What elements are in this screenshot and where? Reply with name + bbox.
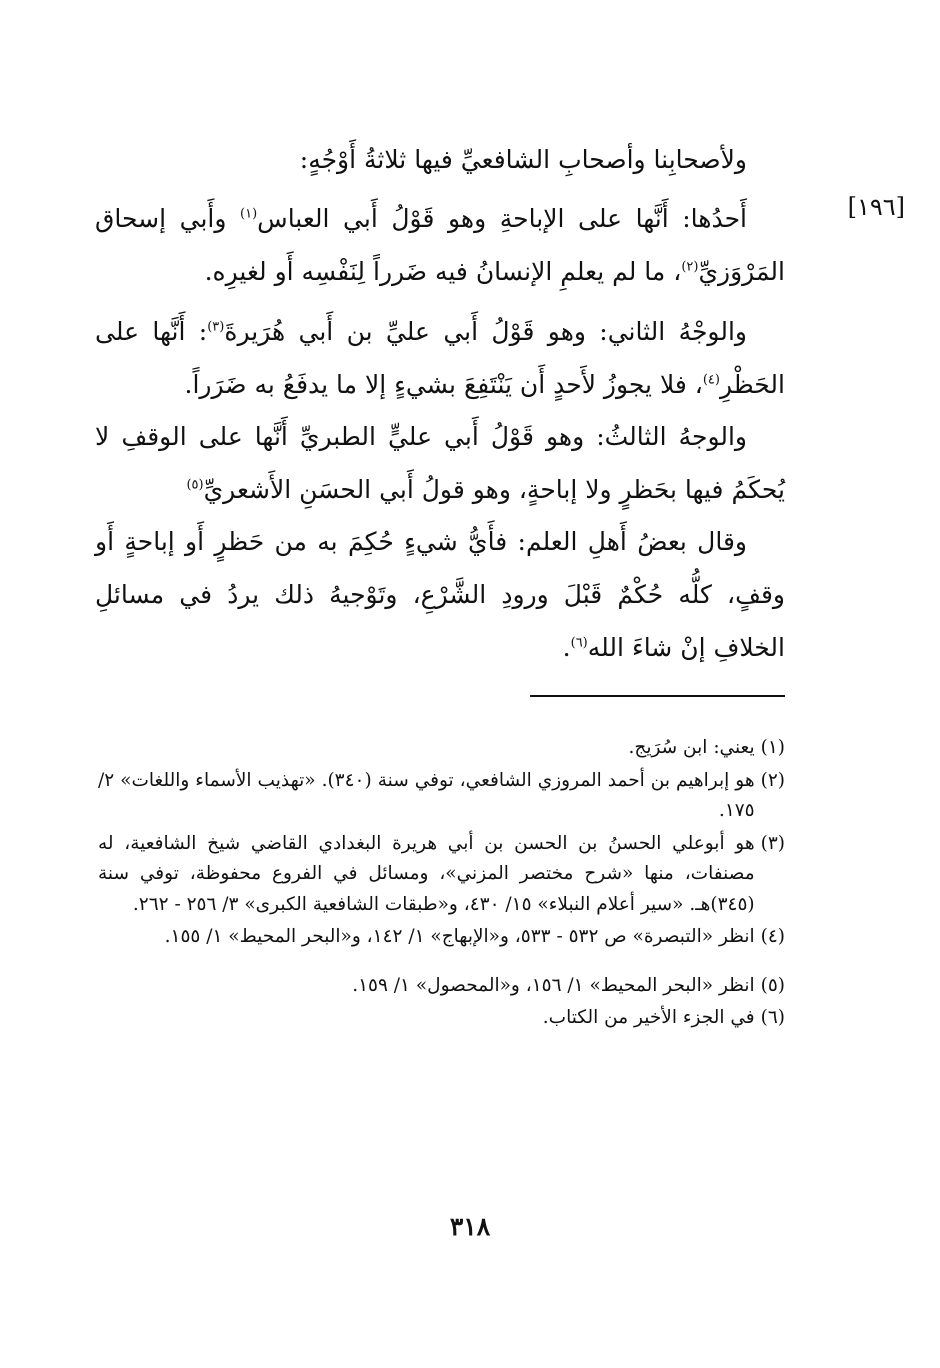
footnote-ref-5: (٥) [186,477,204,493]
paragraph-number: [١٩٦] [847,193,905,221]
p2-text-a: والوجْهُ الثاني: وهو قَوْلُ أَبي عليِّ بن أَبي هُرَيرةَ [224,317,747,346]
paragraph-third-view [95,410,785,516]
p1-text-c: ، ما لم يعلمِ الإنسانُ فيه ضَرراً لِنَفْسِه أَو لغيرِه. [204,257,682,286]
footnote-number: (١) [760,737,785,758]
footnote [98,766,785,827]
footnote-text: هو أبوعلي الحسنُ بن الحسن بن أبي هريرة البغدادي القاضي شيخ الشافعية، له مصنفات، منها «شرح مختصر المزني»، ومسائل في الفروع محفوظة، توفي سنة (٣٤٥)هـ. «سير أعلام النبلاء» ١٥/ ٤٣٠، و«طبقات الشافعية الكبرى» ٣/ ٢٥٦ - ٢٦٢. [98,832,755,915]
footnote-text: يعني: ابن سُرَيج. [628,737,755,758]
footnote-text: انظر «البحر المحيط» ١/ ١٥٦، و«المحصول» ١/ ١٥٩. [352,974,755,996]
intro-text: ولأصحابِنا وأصحابِ الشافعيِّ فيها ثلاثةُ أَوْجُهٍ: [299,145,747,174]
p1-text-b: وأَبي إسحاق المَرْوَزيِّ [95,204,785,286]
footnote-number: (٢) [760,769,785,791]
footnote [98,733,785,764]
p4-text-end: . [562,633,571,662]
p3-text-a: والوجهُ الثالثُ: وهو قَوْلُ أَبي عليٍّ الطبريِّ أَنَّها على الوقفِ لا يُحكَمُ فيها بحَظرٍ ولا إباحةٍ، وهو قولُ أَبي الحسَنِ الأَشعريِّ [95,422,785,504]
footnote-number: (٣) [760,832,785,854]
footnote-ref-6: (٦) [570,635,588,651]
p1-text-a: أَحدُها: أَنَّها على الإباحةِ وهو قَوْلُ أَبي العباس [257,204,747,233]
footnote-separator [530,695,785,697]
footnotes [98,733,785,1036]
p2-text-b: : أَنَّها على الحَظْرِ [95,317,785,399]
paragraph-scholars-view [95,515,785,674]
footnote-number: (٤) [760,926,785,947]
footnote [98,971,785,1002]
footnote-text: هو إبراهيم بن أحمد المروزي الشافعي، توفي سنة (٣٤٠). «تهذيب الأسماء واللغات» ٢/ ١٧٥. [98,769,755,821]
paragraph-second-view [95,305,785,411]
p2-text-c: ، فلا يجوزُ لأَحدٍ أَن يَنْتَفِعَ بشيءٍ إلا ما يدفَعُ به ضَرَراً. [184,370,703,399]
paragraph-first-view [95,192,785,298]
footnote-number: (٥) [760,974,785,996]
footnote-ref-2: (٢) [681,259,699,275]
footnote [98,922,785,953]
footnote [98,1003,785,1034]
footnote [98,829,785,921]
intro-line [95,133,785,186]
footnote-text: في الجزء الأخير من الكتاب. [542,1007,755,1028]
footnote-ref-4: (٤) [702,372,720,388]
footnote-number: (٦) [760,1007,785,1028]
footnote-ref-3: (٣) [207,319,225,335]
footnote-text: انظر «التبصرة» ص ٥٣٢ - ٥٣٣، و«الإبهاج» ١/ ١٤٢، و«البحر المحيط» ١/ ١٥٥. [164,926,755,947]
p4-text-a: وقال بعضُ أَهلِ العلم: فأَيُّ شيءٍ حُكِمَ به من حَظرٍ أَو إباحةٍ أَو وقفٍ، كلُّه حُكْمٌ قَبْلَ ورودِ الشَّرْعِ، وتَوْجيهُ ذلك يردُ في مسائلِ الخلافِ إنْ شاءَ الله [95,527,785,662]
footnote-ref-1: (١) [240,206,258,222]
page-number: ٣١٨ [449,1212,491,1241]
